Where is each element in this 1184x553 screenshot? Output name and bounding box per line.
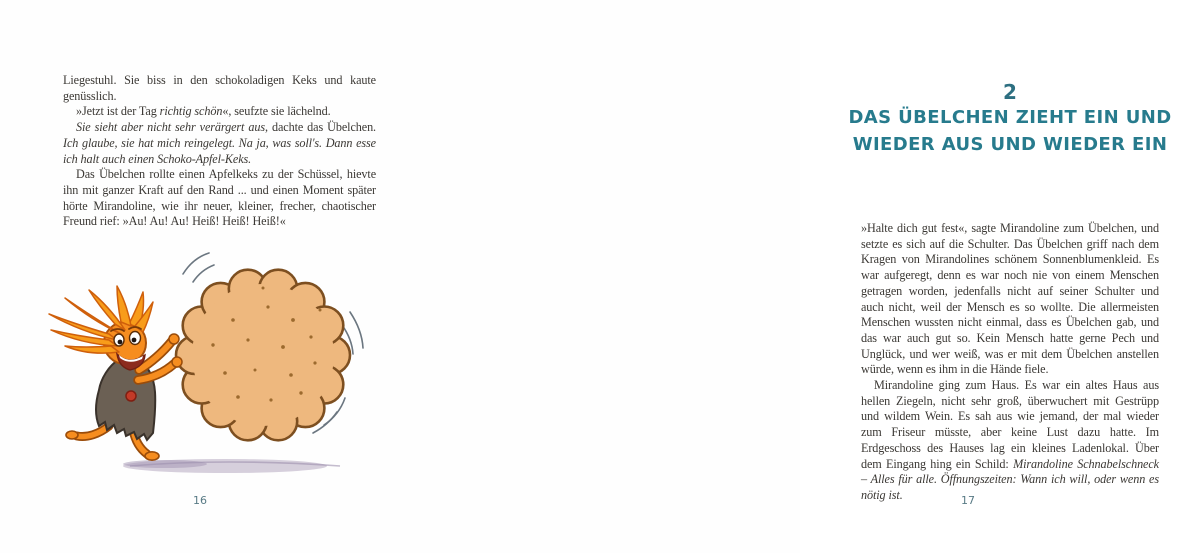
cookie-rolling-illustration <box>25 228 395 493</box>
chapter-title <box>836 104 1184 158</box>
paragraph: »Jetzt ist der Tag richtig schön«, seufzte sie lächelnd. <box>76 104 331 119</box>
paragraph: Das Übelchen rollte einen Apfelkeks zu der Schüssel, hievte ihn mit ganzer Kraft auf den Rand ... und einen Moment später hörte Mirandoline, wie ihr neuer, kleiner, frecher, chaotischer Freund rief: »Au! Au! Au! Heiß! Heiß! Heiß!« <box>63 167 376 229</box>
paragraph: Liegestuhl. Sie biss in den schokoladigen Keks und kaute genüsslich. <box>63 73 376 103</box>
paragraph: Sie sieht aber nicht sehr verärgert aus, dachte das Übelchen. Ich glaube, sie hat mich reingelegt. Na ja, was soll's. Dann esse ich halt auch einen Schoko-Apfel-Keks. <box>63 120 377 166</box>
left-page-text <box>63 73 376 233</box>
right-page <box>400 0 1172 553</box>
page-number-left: 16 <box>193 494 207 507</box>
page-number-right: 17 <box>961 494 975 507</box>
chapter-title-line2: WIEDER AUS UND WIEDER EIN <box>852 134 1168 155</box>
uebelchen-character <box>49 286 182 460</box>
ground-shadow-shape <box>123 459 340 473</box>
left-page <box>0 0 400 553</box>
chapter-title-line1: DAS ÜBELCHEN ZIEHT EIN UND <box>848 107 1172 128</box>
paragraph: »Halte dich gut fest«, sagte Mirandoline zum Übelchen, und setzte es sich auf die Schulter. Das Übelchen griff nach dem Kragen von Mirandolines schönem Sonnenblumenkleid. Es war aufgeregt, denn es war noch nie von einem Menschen getragen worden, jedenfalls nicht auf seiner Schulter und auch nicht, weil der Mensch es so wollte. Die allermeisten Menschen wussten nicht einmal, dass es Übelchen gab, und das war auch gut so. Kein Mensch hatte gerne Pech und Unglück, und wer weiß, was er mit dem Übelchen anstellen würde, wenn es ihm in die Hände fiele. <box>861 221 1159 377</box>
giant-cookie-shape <box>176 270 350 441</box>
chapter-number: 2 <box>1003 80 1017 104</box>
paragraph: Mirandoline ging zum Haus. Es war ein altes Haus aus hellen Ziegeln, nicht sehr groß, überwuchert mit Gestrüpp und wildem Wein. Es sah aus wie jemand, der mal wieder zum Friseur müsste, aber keine Lust dazu hatte. Im Erdgeschoss des Hauses lag ein kleines Ladenlokal. Über dem Eingang hing ein Schild: Mirandoline Schnabelschneck – Alles für alle. Öffnungszeiten: Wann ich will, oder wenn es nötig ist. <box>861 378 1159 502</box>
coat-button-shape <box>126 391 136 401</box>
